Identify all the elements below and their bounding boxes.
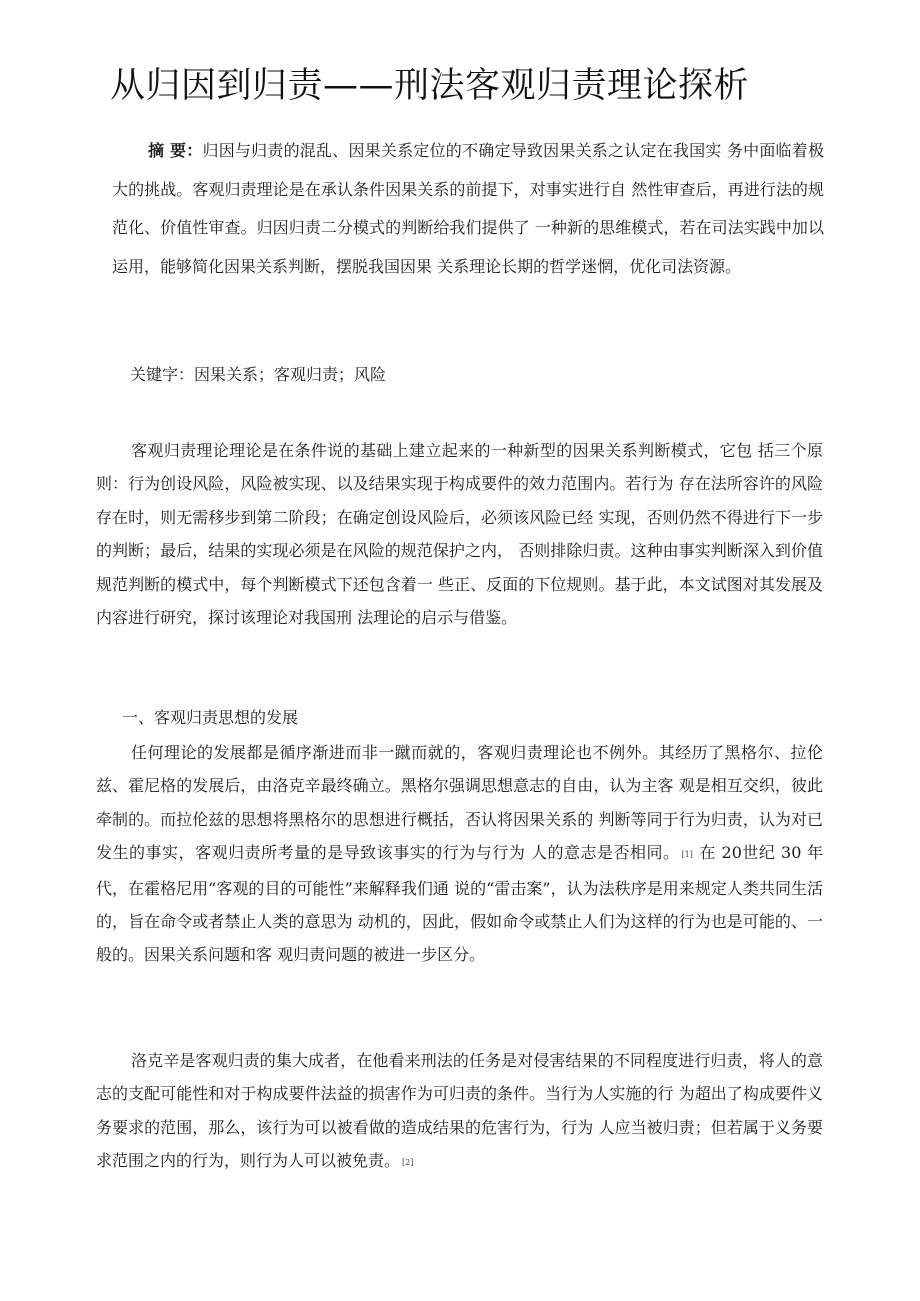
abstract-paragraph [112, 132, 824, 286]
section-paragraph-1 [96, 736, 823, 972]
section-paragraph-1-part-2: 在 20世纪 30 年代，在霍格尼用“客观的目的可能性”来解释我们通 说的“雷击案”，认为法秩序是用来规定人类共同生活的，旨在命令或者禁止人类的意思为 动机的，因此，假如命令或禁止人们为这样的行为也是可能的、一般的。因果关系问题和客 观归责问题的被进一步区分。 [96, 843, 823, 965]
section-heading: 一、客观归责思想的发展 [122, 708, 299, 727]
document-title: 从归因到归责——刑法客观归责理论探析 [110, 66, 750, 106]
section-paragraph-1-part-1: 任何理论的发展都是循序渐进而非一蹴而就的，客观归责理论也不例外。其经历了黑格尔、拉伦兹、霍尼格的发展后，由洛克辛最终确立。黑格尔强调思想意志的自由，认为主客 观是相互交织，彼此牵制的。而拉伦兹的思想将黑格尔的思想进行概括，否认将因果关系的 判断等同于行为归责，认为对已发生的事实，客观归责所考量的是导致该事实的行为与行为 人的意志是否相同。 [96, 743, 823, 863]
reference-marker-1: [1] [681, 850, 693, 860]
keywords-label: 关键字： [130, 365, 195, 384]
reference-marker-2: [2] [402, 1158, 414, 1168]
intro-paragraph: 客观归责理论理论是在条件说的基础上建立起来的一种新型的因果关系判断模式，它包 括三个原则：行为创设风险，风险被实现、以及结果实现于构成要件的效力范围内。若行为 存在法所容许的风险存在时，则无需移步到第二阶段；在确定创设风险后，必须该风险已经 实现，否则仍然不得进行下一步的判断；最后，结果的实现必须是在风险的规范保护之内， 否则排除归责。这种由事实判断深入到价值规范判断的模式中，每个判断模式下还包含着一 些正、反面的下位规则。基于此，本文试图对其发展及内容进行研究，探讨该理论对我国刑 法理论的启示与借鉴。 [96, 441, 823, 628]
keywords-text: 因果关系；客观归责；风险 [194, 365, 387, 384]
section-paragraph-2 [96, 1044, 823, 1180]
keywords-line [130, 360, 386, 390]
abstract-label: 摘 要： [148, 141, 203, 160]
abstract-text: 归因与归责的混乱、因果关系定位的不确定导致因果关系之认定在我国实 务中面临着极大的挑战。客观归责理论是在承认条件因果关系的前提下，对事实进行自 然性审查后，再进行法的规范化、价值性审查。归因归责二分模式的判断给我们提供了 一种新的思维模式，若在司法实践中加以运用，能够简化因果关系判断，摆脱我国因果 关系理论长期的哲学迷惘，优化司法资源。 [112, 141, 824, 276]
section-paragraph-2-text: 洛克辛是客观归责的集大成者，在他看来刑法的任务是对侵害结果的不同程度进行归责，将人的意志的支配可能性和对于构成要件法益的损害作为可归责的条件。当行为人实施的行 为超出了构成要件义务要求的范围，那么，该行为可以被看做的造成结果的危害行为，行为 人应当被归责；但若属于义务要求范围之内的行为，则行为人可以被免责。 [96, 1051, 823, 1171]
